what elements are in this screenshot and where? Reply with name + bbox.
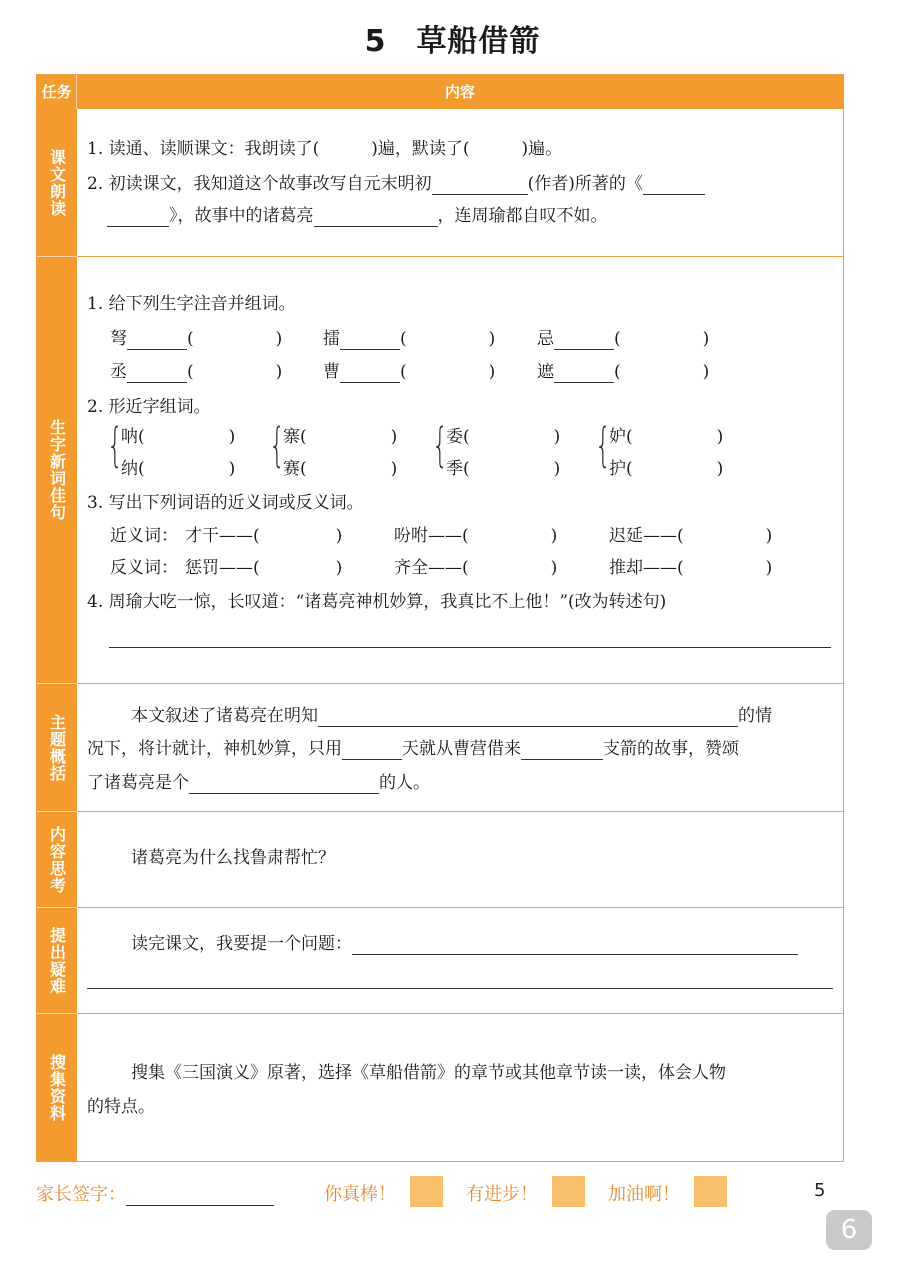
section-label-theme: 主题概括 — [37, 684, 77, 812]
header-content: 内容 — [444, 83, 475, 101]
antonym-label: 反义词： — [110, 558, 178, 578]
char-row-2-item-3: 遮 ( ) — [537, 362, 710, 382]
char-row-2-item-1: 丞 ( ) — [110, 362, 283, 382]
praise-keep-going-box[interactable] — [694, 1176, 727, 1207]
synonym-1: 才干——( ) — [185, 526, 343, 546]
theme-line-2: 况下，将计就计，神机妙算，只用 天就从曹营借来 支箭的故事，赞颂 — [87, 739, 739, 759]
brace-1: { — [107, 418, 124, 472]
blank-book-title-1[interactable] — [643, 176, 705, 195]
answer-line-question[interactable] — [87, 988, 833, 989]
words-q1: 1. 给下列生字注音并组词。 — [87, 294, 296, 314]
antonym-1: 惩罚——( ) — [185, 558, 343, 578]
blank-zhuge-trait[interactable] — [314, 208, 438, 227]
reading-q2-line2: 》，故事中的诸葛亮 ，连周瑜都自叹不如。 — [107, 205, 608, 227]
pair-1-bottom: 纳( ) — [121, 459, 236, 479]
words-q2: 2. 形近字组词。 — [87, 397, 211, 417]
antonym-2: 齐全——( ) — [394, 558, 558, 578]
synonym-label: 近义词： — [110, 526, 178, 546]
header-task: 任务 — [37, 75, 77, 109]
brace-2: { — [269, 418, 286, 472]
page-title — [0, 16, 905, 60]
section-label-collect: 搜集资料 — [37, 1014, 77, 1161]
antonym-3: 推却——( ) — [609, 558, 773, 578]
words-q3: 3. 写出下列词语的近义词或反义词。 — [87, 493, 364, 513]
theme-line-3: 了诸葛亮是个 的人。 — [87, 773, 430, 793]
praise-great-box[interactable] — [410, 1176, 443, 1207]
praise-progress-box[interactable] — [552, 1176, 585, 1207]
reading-q2-line1: 2. 初读课文，我知道这个故事改写自元末明初 (作者)所著的《 — [87, 173, 705, 195]
answer-line-q4[interactable] — [109, 647, 831, 648]
synonym-3: 迟延——( ) — [609, 526, 773, 546]
pair-3-bottom: 季( ) — [446, 459, 561, 479]
lesson-number: 5 — [364, 24, 387, 59]
worksheet-table — [36, 74, 844, 1162]
collect-line-2: 的特点。 — [87, 1097, 155, 1117]
thinking-question: 诸葛亮为什么找鲁肃帮忙？ — [131, 848, 335, 868]
page-number: 5 — [814, 1180, 826, 1201]
reading-q1: 1. 读通、读顺课文：我朗读了( )遍，默读了( )遍。 — [87, 139, 563, 159]
section-label-thinking: 内容思考 — [37, 812, 77, 908]
pair-2-top: 寨( ) — [283, 427, 398, 447]
praise-progress: 有进步！ — [466, 1184, 538, 1205]
brace-3: { — [432, 418, 449, 472]
table-header — [37, 75, 843, 109]
brace-4: { — [595, 418, 612, 472]
blank-book-title-2[interactable] — [107, 208, 169, 227]
pair-3-top: 委( ) — [446, 427, 561, 447]
char-row-2-item-2: 曹 ( ) — [323, 362, 496, 382]
praise-keep-going: 加油啊！ — [608, 1184, 680, 1205]
theme-line-1: 本文叙述了诸葛亮在明知 的情 — [131, 706, 772, 726]
section-label-question: 提出疑难 — [37, 908, 77, 1014]
pair-4-top: 妒( ) — [609, 427, 724, 447]
praise-great: 你真棒！ — [324, 1184, 396, 1205]
words-q4: 4. 周瑜大吃一惊，长叹道：“诸葛亮神机妙算，我真比不上他！”(改为转述句) — [87, 592, 667, 612]
char-row-1-item-1: 弩 ( ) — [110, 329, 283, 349]
page-badge: 6 — [826, 1210, 872, 1250]
char-row-1-item-3: 忌 ( ) — [537, 329, 710, 349]
section-label-words: 生字新词佳句 — [37, 257, 77, 684]
pair-1-top: 呐( ) — [121, 427, 236, 447]
char-row-1-item-2: 擂 ( ) — [323, 329, 496, 349]
signature-line[interactable] — [126, 1187, 274, 1206]
blank-author[interactable] — [432, 176, 528, 195]
lesson-title: 草船借箭 — [416, 24, 541, 59]
parent-signature: 家长签字： — [36, 1180, 274, 1206]
pair-4-bottom: 护( ) — [609, 459, 724, 479]
section-label-reading: 课文朗读 — [37, 109, 77, 257]
pair-2-bottom: 赛( ) — [283, 459, 398, 479]
synonym-2: 吩咐——( ) — [394, 526, 558, 546]
collect-line-1: 搜集《三国演义》原著，选择《草船借箭》的章节或其他章节读一读，体会人物 — [131, 1063, 726, 1083]
question-prompt: 读完课文，我要提一个问题： — [131, 933, 798, 955]
